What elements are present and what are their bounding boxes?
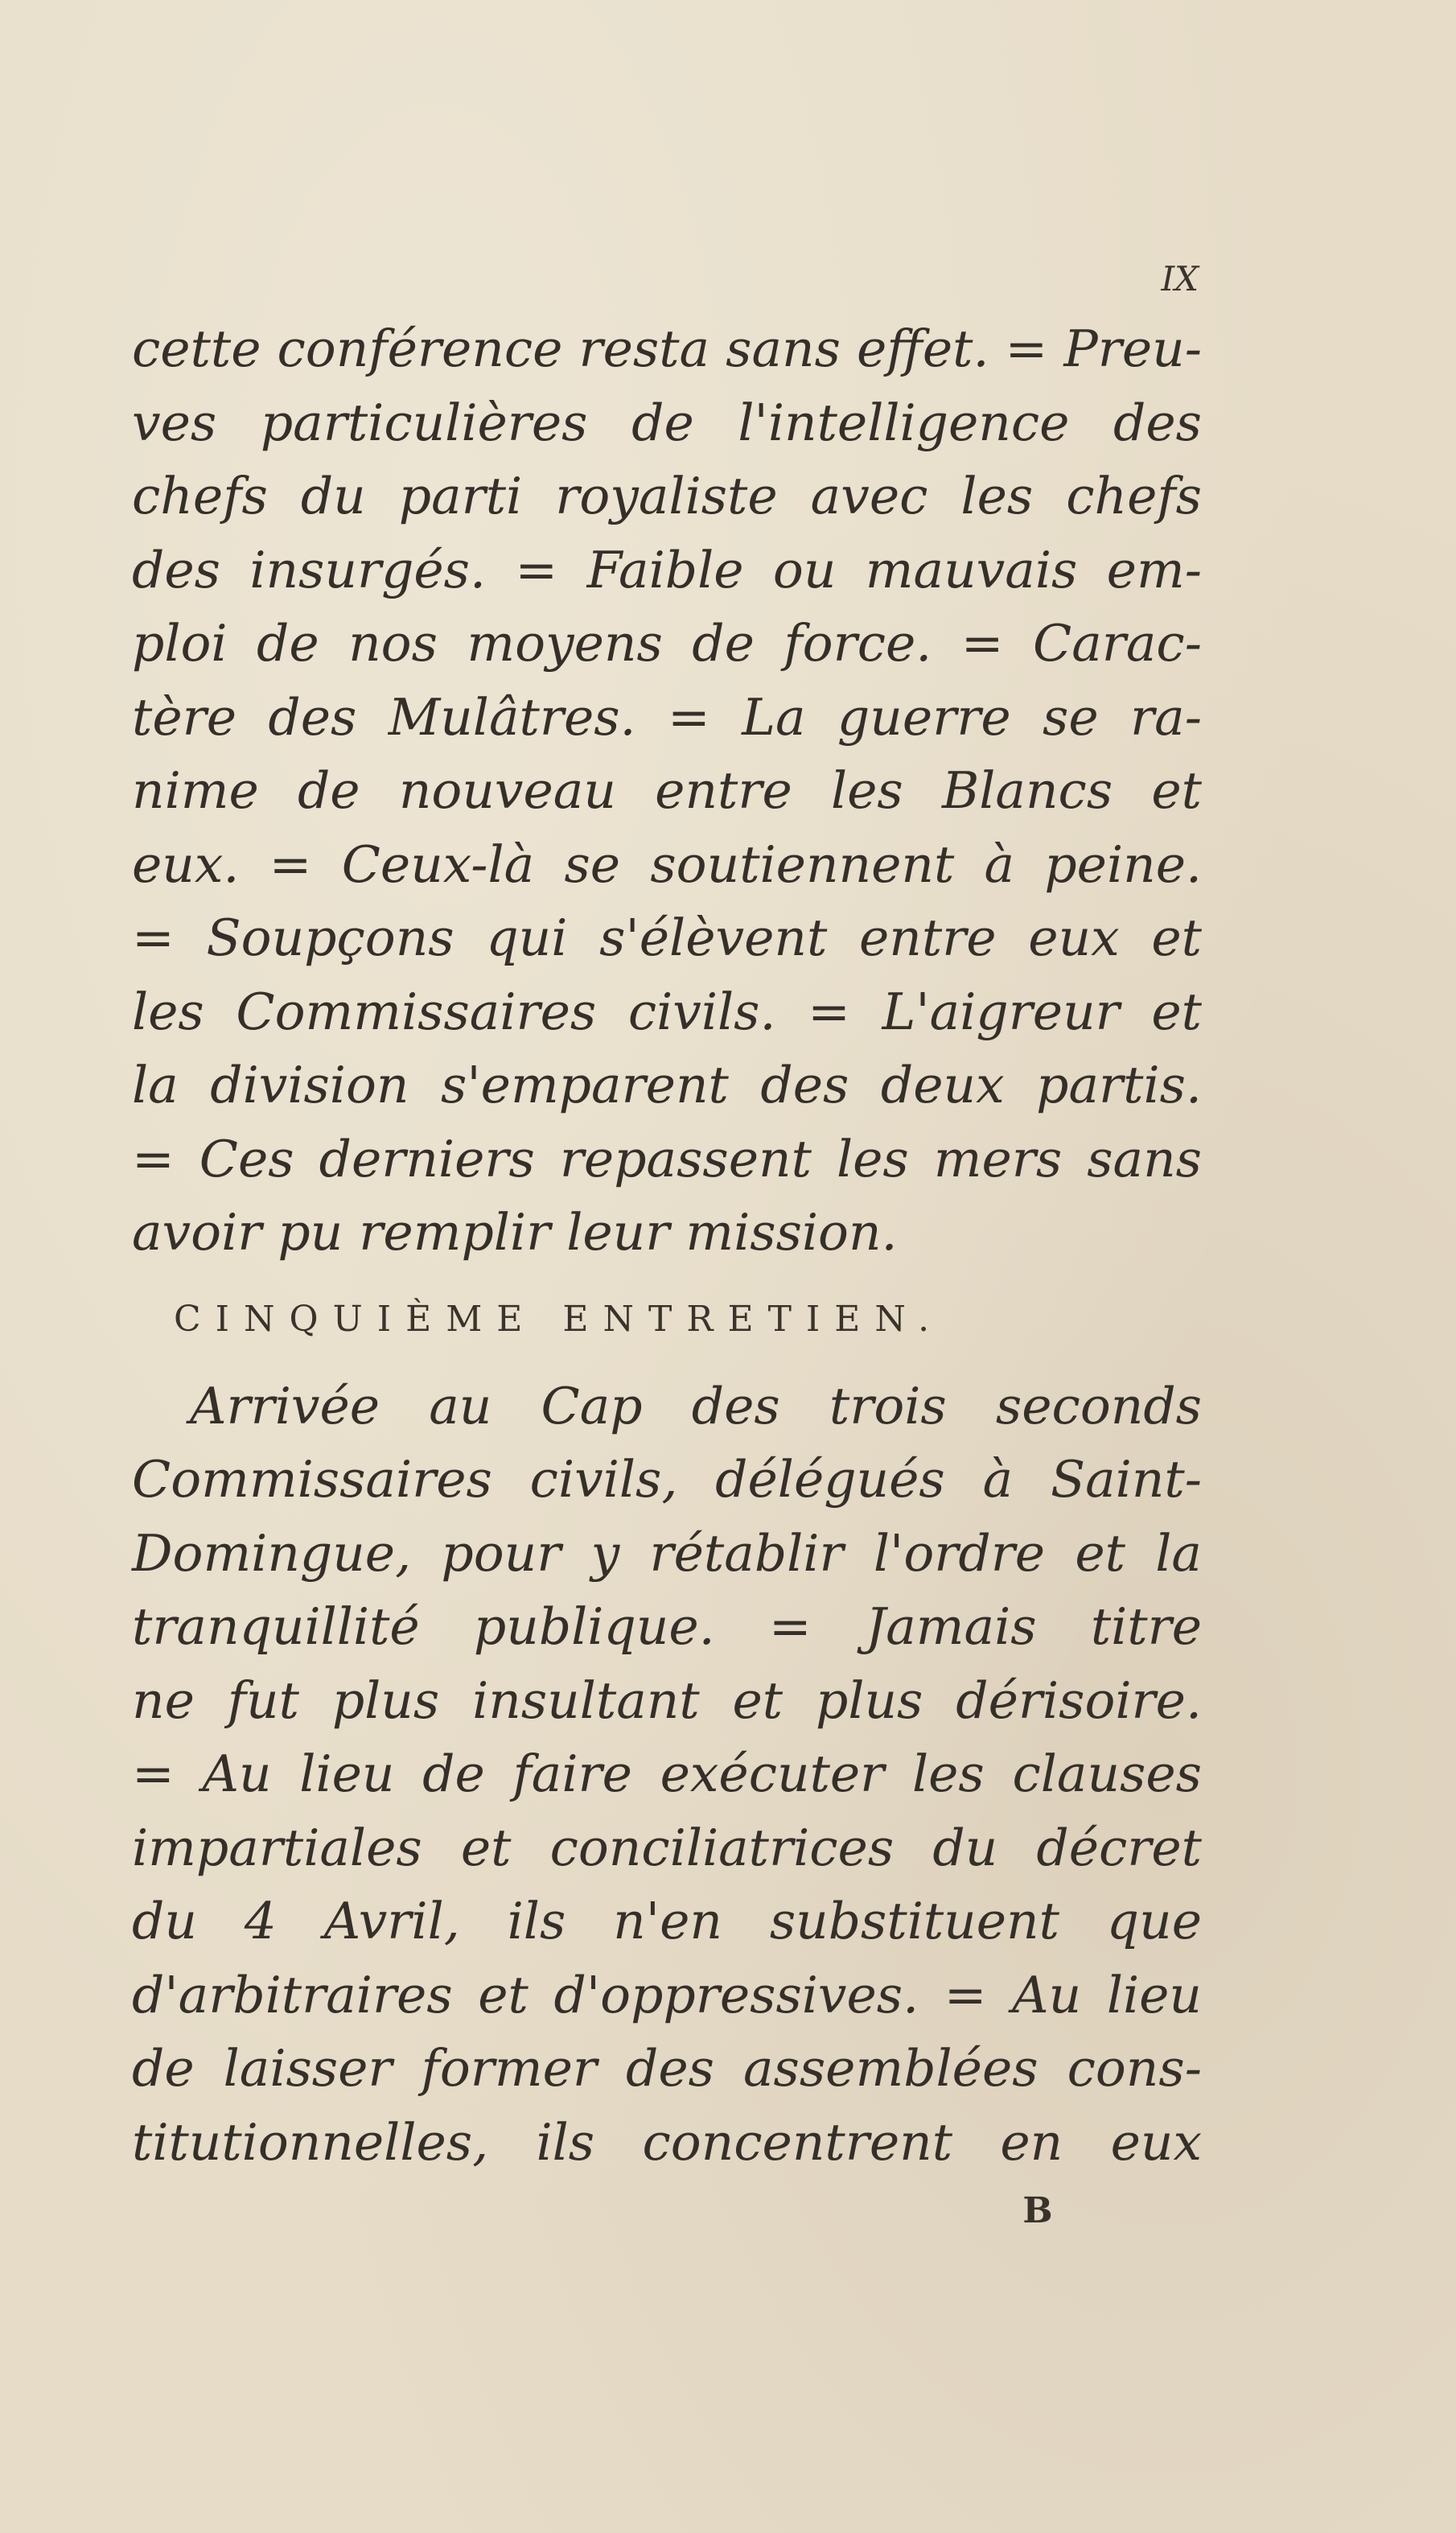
text-line: du 4 Avril, ils n'en substituent que bbox=[132, 1892, 1202, 1950]
text-line: de laisser former des assemblées cons- bbox=[132, 2039, 1202, 2098]
text-line: d'arbitraires et d'oppressives. = Au lieu bbox=[132, 1965, 1202, 2024]
text-line: titutionnelles, ils concentrent en eux bbox=[132, 2112, 1202, 2172]
text-line: chefs du parti royaliste avec les chefs bbox=[132, 467, 1202, 525]
text-line: = Au lieu de faire exécuter les clauses bbox=[132, 1744, 1202, 1803]
text-line: des insurgés. = Faible ou mauvais em- bbox=[132, 540, 1202, 599]
text-line: impartiales et conciliatrices du décret bbox=[132, 1818, 1202, 1877]
text-line: avoir pu remplir leur mission. bbox=[132, 1203, 898, 1262]
text-line: tère des Mulâtres. = La guerre se ra- bbox=[132, 687, 1202, 747]
text-line: ves particulières de l'intelligence des bbox=[132, 393, 1202, 452]
section-heading: CINQUIÈME ENTRETIEN. bbox=[174, 1298, 944, 1340]
signature-mark: B bbox=[1022, 2190, 1053, 2231]
text-line: = Soupçons qui s'élèvent entre eux et bbox=[132, 908, 1202, 967]
text-line: nime de nouveau entre les Blancs et bbox=[132, 761, 1202, 820]
page-number: IX bbox=[1161, 259, 1199, 299]
text-line: Commissaires civils, délégués à Saint- bbox=[132, 1450, 1202, 1509]
text-line: tranquillité publique. = Jamais titre bbox=[132, 1597, 1202, 1656]
text-line: cette conférence resta sans effet. = Preu- bbox=[132, 319, 1202, 378]
text-line: Domingue, pour y rétablir l'ordre et la bbox=[132, 1523, 1202, 1583]
text-line: ploi de nos moyens de force. = Carac- bbox=[132, 614, 1202, 673]
text-line: les Commissaires civils. = L'aigreur et bbox=[132, 982, 1202, 1041]
text-line: eux. = Ceux-là se soutiennent à peine. bbox=[132, 834, 1202, 894]
text-line: la division s'emparent des deux partis. bbox=[132, 1056, 1202, 1114]
text-line: ne fut plus insultant et plus dérisoire. bbox=[132, 1670, 1202, 1730]
text-block bbox=[132, 312, 1202, 2179]
text-line: = Ces derniers repassent les mers sans bbox=[132, 1129, 1202, 1188]
text-line: Arrivée au Cap des trois seconds bbox=[190, 1376, 1202, 1435]
